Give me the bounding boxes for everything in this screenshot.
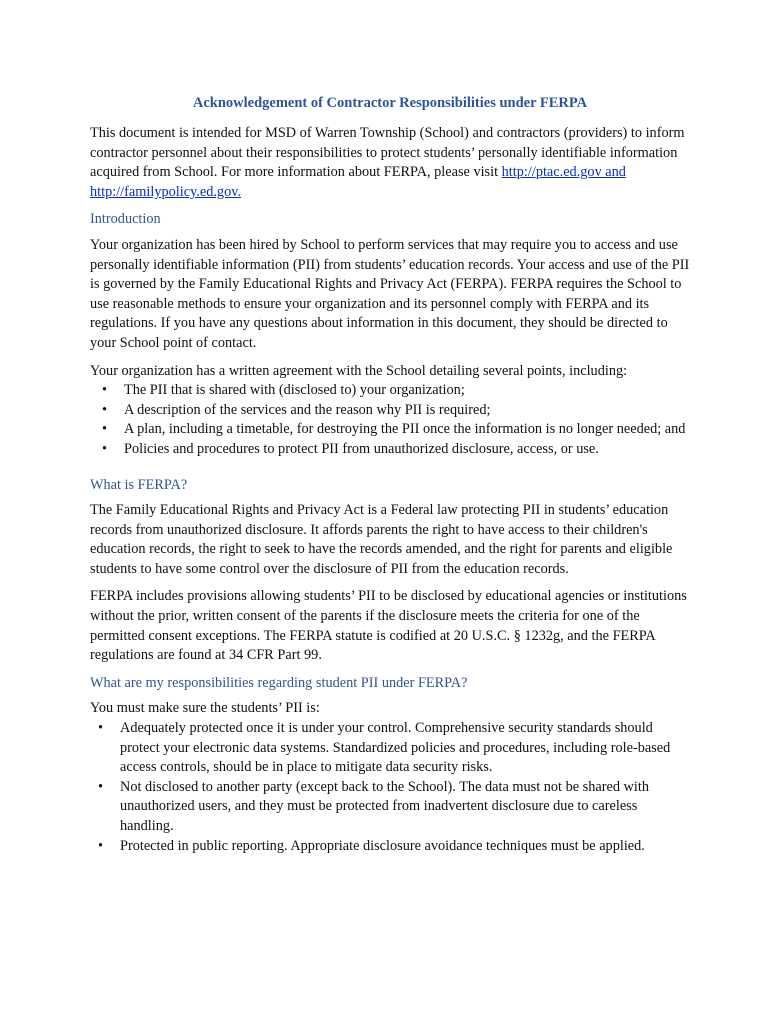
responsibilities-heading: What are my responsibilities regarding student PII under FERPA? (90, 674, 468, 691)
bullet-icon: • (98, 837, 104, 854)
what-is-ferpa-paragraph-1: The Family Educational Rights and Privacy Act is a Federal law protecting PII in students’ education records from unauthorized disclosure. It affords parents the right to have access to their children's education records, the right to seek to have the records amended, and the right for parents and eligible students to have some control over the disclosure of PII from the education records. (90, 502, 673, 577)
ferpa-info-link[interactable]: http://ptac.ed.gov and http://familypolicy.ed.gov. (90, 164, 626, 200)
list-item: • A plan, including a timetable, for destroying the PII once the information is no longer needed; and (90, 420, 690, 440)
what-is-ferpa-heading: What is FERPA? (90, 476, 188, 493)
introduction-paragraph-1: Your organization has been hired by School to perform services that may require you to access and use personally identifiable information (PII) from students’ education records. Your access and use of the PII is governed by the Family Educational Rights and Privacy Act (FERPA). FERPA requires the School to use reasonable methods to ensure your organization and its personnel comply with FERPA and its regulations. If you have any questions about information in this document, they should be directed to your School point of contact. (90, 236, 690, 351)
bullet-icon: • (102, 421, 108, 438)
document-page (90, 94, 690, 856)
what-is-ferpa-paragraph-2: FERPA includes provisions allowing students’ PII to be disclosed by educational agencies or institutions without the prior, written consent of the parents if the disclosure meets the criteria for one of the permitted consent exceptions. The FERPA statute is codified at 20 U.S.C. § 1232g, and the FERPA regulations are found at 34 CFR Part 99. (90, 588, 687, 664)
introduction-paragraph-2: Your organization has a written agreement with the School detailing several points, including: (90, 362, 628, 379)
list-item: • Policies and procedures to protect PII from unauthorized disclosure, access, or use. (90, 440, 690, 460)
introduction-heading: Introduction (90, 211, 161, 228)
bullet-icon: • (102, 440, 108, 457)
document-title: Acknowledgement of Contractor Responsibilities under FERPA (192, 95, 588, 111)
list-item: • The PII that is shared with (disclosed to) your organization; (90, 381, 690, 401)
list-item: • A description of the services and the reason why PII is required; (90, 401, 690, 421)
responsibilities-list (90, 719, 690, 856)
intro-paragraph-text: This document is intended for MSD of Warren Township (School) and contractors (providers) to inform contractor personnel about their responsibilities to protect students’ personally identifiable information acquired from School. For more information about FERPA, please visit (90, 125, 685, 181)
bullet-icon: • (98, 720, 104, 737)
intro-paragraph (90, 124, 690, 202)
responsibilities-paragraph: You must make sure the students’ PII is: (90, 700, 320, 717)
list-item: • Protected in public reporting. Appropriate disclosure avoidance techniques must be applied. (90, 837, 690, 857)
list-item: • Not disclosed to another party (except back to the School). The data must not be shared with unauthorized users, and they must be protected from inadvertent disclosure due to careless handling. (98, 778, 649, 834)
agreement-points-list (90, 381, 690, 459)
list-item: • Adequately protected once it is under your control. Comprehensive security standards should protect your electronic data systems. Standardized policies and procedures, including role-based access controls, should be in place to mitigate data security risks. (98, 720, 671, 776)
bullet-icon: • (102, 382, 108, 399)
bullet-icon: • (102, 401, 108, 418)
bullet-icon: • (98, 778, 104, 795)
